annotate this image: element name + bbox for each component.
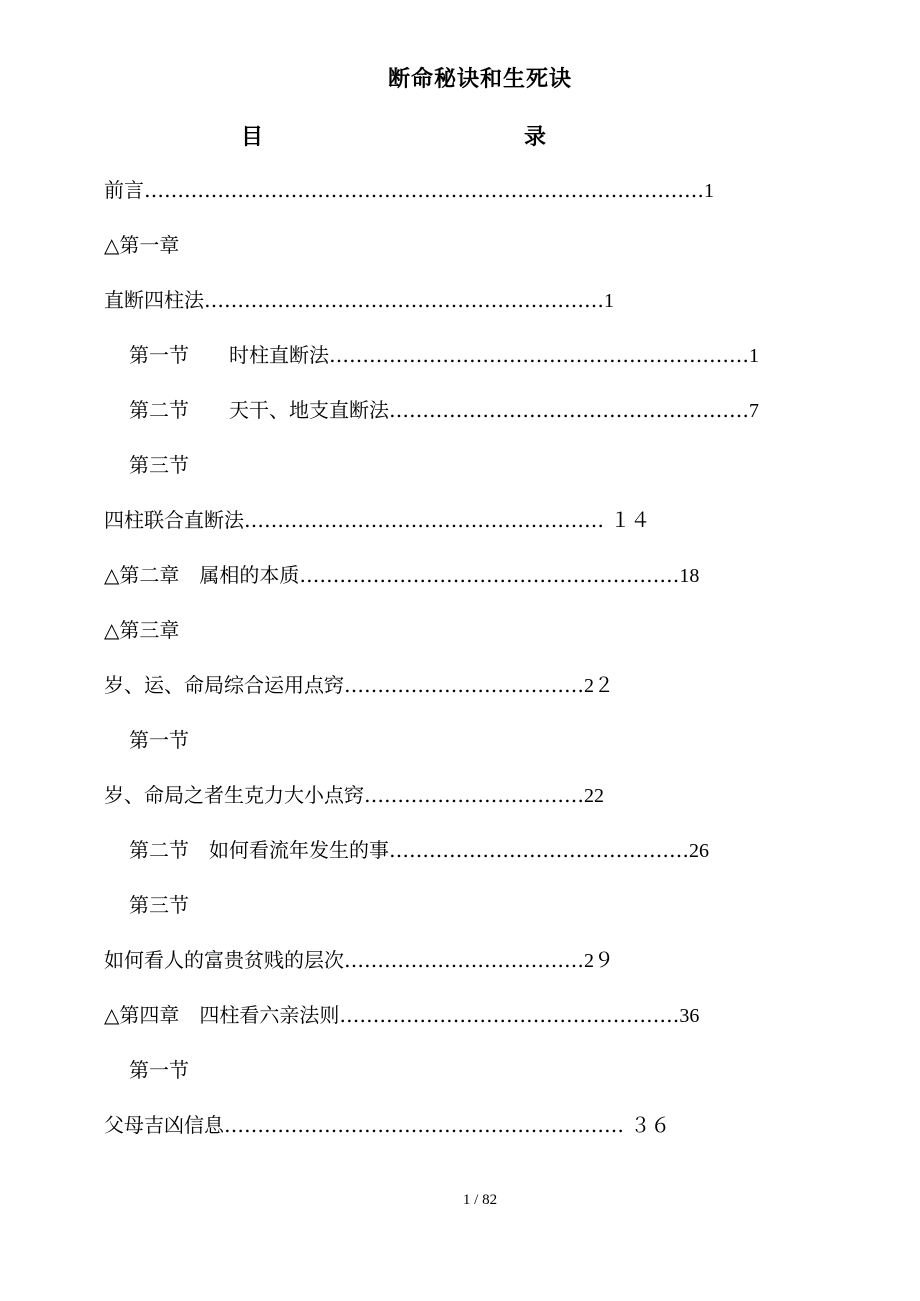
toc-entry-leader: ………………………………………………………………………… [144,178,704,202]
toc-entry-text: △第一章 [104,233,180,257]
toc-entry-leader: …………………………………………………… [224,1113,631,1137]
toc-entry[interactable] [104,175,714,205]
toc-entry[interactable] [104,1110,670,1140]
toc-entry-leader: …………………………………………… [339,1003,680,1027]
toc-entry[interactable] [104,780,604,810]
toc-entry-leader: ……………………………………………………… [329,343,749,367]
toc-entry-leader: …………………………… [364,783,584,807]
toc-entry-text: 前言 [104,178,144,202]
toc-entry-text: 第一节 [129,728,189,752]
toc-entry-text: △第三章 [104,618,180,642]
toc-entry-page: 1 [749,345,759,367]
toc-entry-leader: ……………………………… [344,673,584,697]
toc-entry-page: 36 [679,1005,700,1027]
toc-entry[interactable] [129,340,759,370]
toc-entry-text: 岁、运、命局综合运用点窍 [104,673,344,697]
toc-entry-text: 第三节 [129,453,189,477]
toc-entry-text: 直断四柱法 [104,288,204,312]
toc-entry-leader: ……………………………………… [389,838,689,862]
toc-entry[interactable] [104,230,179,260]
toc-heading-mu: 目 [241,124,264,150]
toc-entry-page: 7 [749,400,759,422]
toc-entry-page: １４ [610,510,651,532]
toc-entry[interactable] [129,725,189,755]
toc-entry-text: 第三节 [129,893,189,917]
toc-entry-page: 18 [679,565,700,587]
toc-entry[interactable] [129,1055,189,1085]
toc-entry-leader: …………………………………………………… [204,288,604,312]
toc-entry-text: 父母吉凶信息 [104,1113,224,1137]
toc-entry-leader: ………………………………………………… [299,563,680,587]
toc-entry-text: △第二章 属相的本质 [104,563,300,587]
toc-entry-text: 第二节 天干、地支直断法 [129,398,389,422]
toc-entry[interactable] [104,285,614,315]
toc-entry-text: 四柱联合直断法 [104,508,244,532]
toc-entry[interactable] [104,505,650,535]
toc-entry[interactable] [104,615,179,645]
toc-entry-text: △第四章 四柱看六亲法则 [104,1003,340,1027]
toc-heading-lu: 录 [524,124,547,150]
toc-entry[interactable] [104,945,614,975]
toc-entry-text: 第一节 [129,1058,189,1082]
toc-entry-text: 岁、命局之者生克力大小点窍 [104,783,364,807]
toc-entry[interactable] [104,670,614,700]
toc-entry-page: 1 [604,290,614,312]
toc-entry[interactable] [129,450,189,480]
toc-entry-page: 1 [704,180,714,202]
toc-entry-page: ３６ [630,1115,671,1137]
toc-entry-page: 26 [689,840,709,862]
toc-entry-leader: ……………………………………………… [244,508,611,532]
toc-entry-text: 如何看人的富贵贫贱的层次 [104,948,344,972]
toc-entry[interactable] [129,890,189,920]
toc-entry-leader: ……………………………… [344,948,584,972]
toc-entry-page: 22 [584,785,604,807]
toc-entry-text: 第二节 如何看流年发生的事 [129,838,389,862]
toc-entry-text: 第一节 时柱直断法 [129,343,329,367]
toc-entry-page: 2９ [584,950,614,972]
toc-entry-leader: ……………………………………………… [389,398,749,422]
toc-entry[interactable] [129,395,759,425]
toc-entry-page: 2２ [584,675,614,697]
toc-entry[interactable] [129,835,709,865]
page-number-footer: 1 / 82 [462,1192,498,1208]
toc-entry[interactable] [104,560,699,590]
document-title: 断命秘诀和生死诀 [387,66,572,92]
toc-entry[interactable] [104,1000,699,1030]
